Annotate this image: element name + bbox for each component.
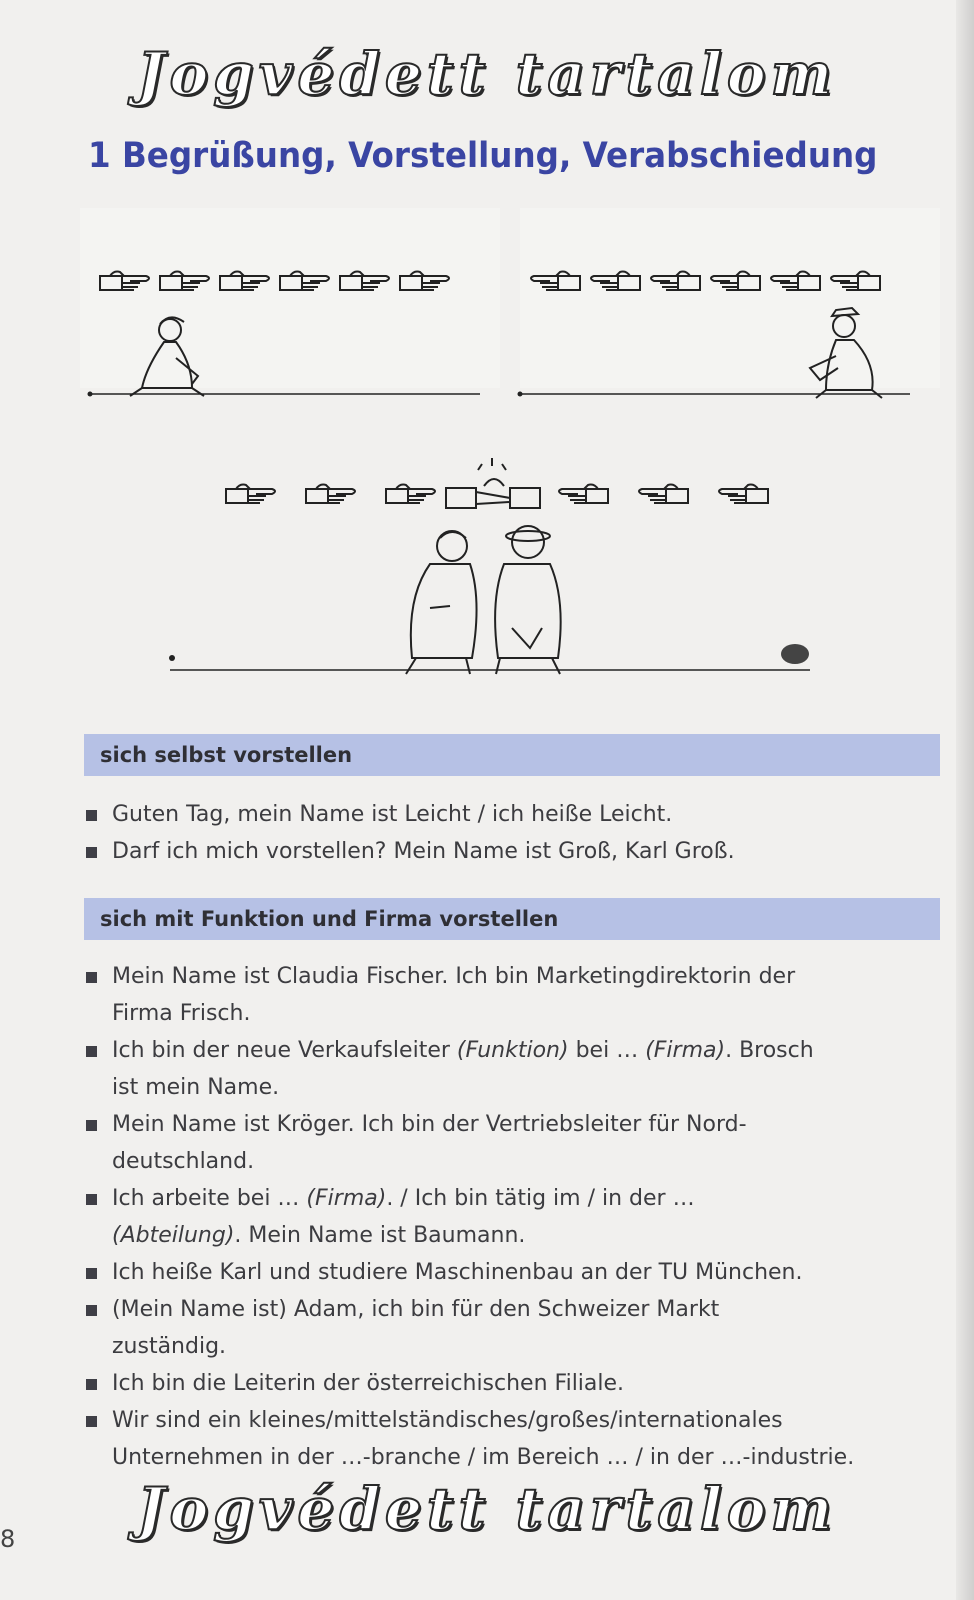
watermark-top: Jogvédett tartalom	[137, 40, 837, 108]
list-item: Ich arbeite bei … (Firma). / Ich bin tätig im / in der … (Abteilung). Mein Name ist Baumann.	[84, 1180, 954, 1254]
list-item: Ich heiße Karl und studiere Maschinenbau an der TU München.	[84, 1254, 954, 1291]
chapter-title: 1 Begrüßung, Vorstellung, Verabschiedung	[88, 136, 878, 176]
greeting-illustration	[80, 208, 940, 708]
two-men-illustration	[406, 526, 561, 674]
placeholder-term: (Firma)	[645, 1038, 726, 1063]
list-item: Wir sind ein kleines/mittelständisches/großes/internationales Unternehmen in der …-branche / im Bereich … / in der …-industrie.	[84, 1402, 954, 1476]
list-item: Mein Name ist Kröger. Ich bin der Vertriebsleiter für Nord- deutschland.	[84, 1106, 954, 1180]
watermark-bottom: Jogvédett tartalom	[137, 1475, 837, 1543]
placeholder-term: (Firma)	[306, 1186, 387, 1211]
pointing-right-hand-icon	[226, 485, 435, 504]
list-item: Darf ich mich vorstellen? Mein Name ist Groß, Karl Groß.	[84, 833, 954, 870]
bullet-list-self-intro	[84, 796, 954, 870]
list-item: (Mein Name ist) Adam, ich bin für den Schweizer Markt zuständig.	[84, 1291, 954, 1365]
list-item: Ich bin die Leiterin der österreichischen Filiale.	[84, 1365, 954, 1402]
page-number: 8	[0, 1525, 16, 1553]
pointing-left-hand-icon	[559, 485, 768, 504]
placeholder-term: (Funktion)	[456, 1038, 569, 1063]
list-item: Mein Name ist Claudia Fischer. Ich bin Marketingdirektorin der Firma Frisch.	[84, 958, 954, 1032]
page-edge	[956, 0, 974, 1600]
handshake-icon	[446, 458, 540, 508]
placeholder-term: (Abteilung)	[112, 1223, 235, 1248]
bullet-list-function-company	[84, 958, 954, 1476]
list-item: Ich bin der neue Verkaufsleiter (Funktion) bei … (Firma). Brosch ist mein Name.	[84, 1032, 954, 1106]
section-heading-self-intro: sich selbst vorstellen	[84, 734, 940, 776]
list-item: Guten Tag, mein Name ist Leicht / ich heiße Leicht.	[84, 796, 954, 833]
section-heading-function-company: sich mit Funktion und Firma vorstellen	[84, 898, 940, 940]
